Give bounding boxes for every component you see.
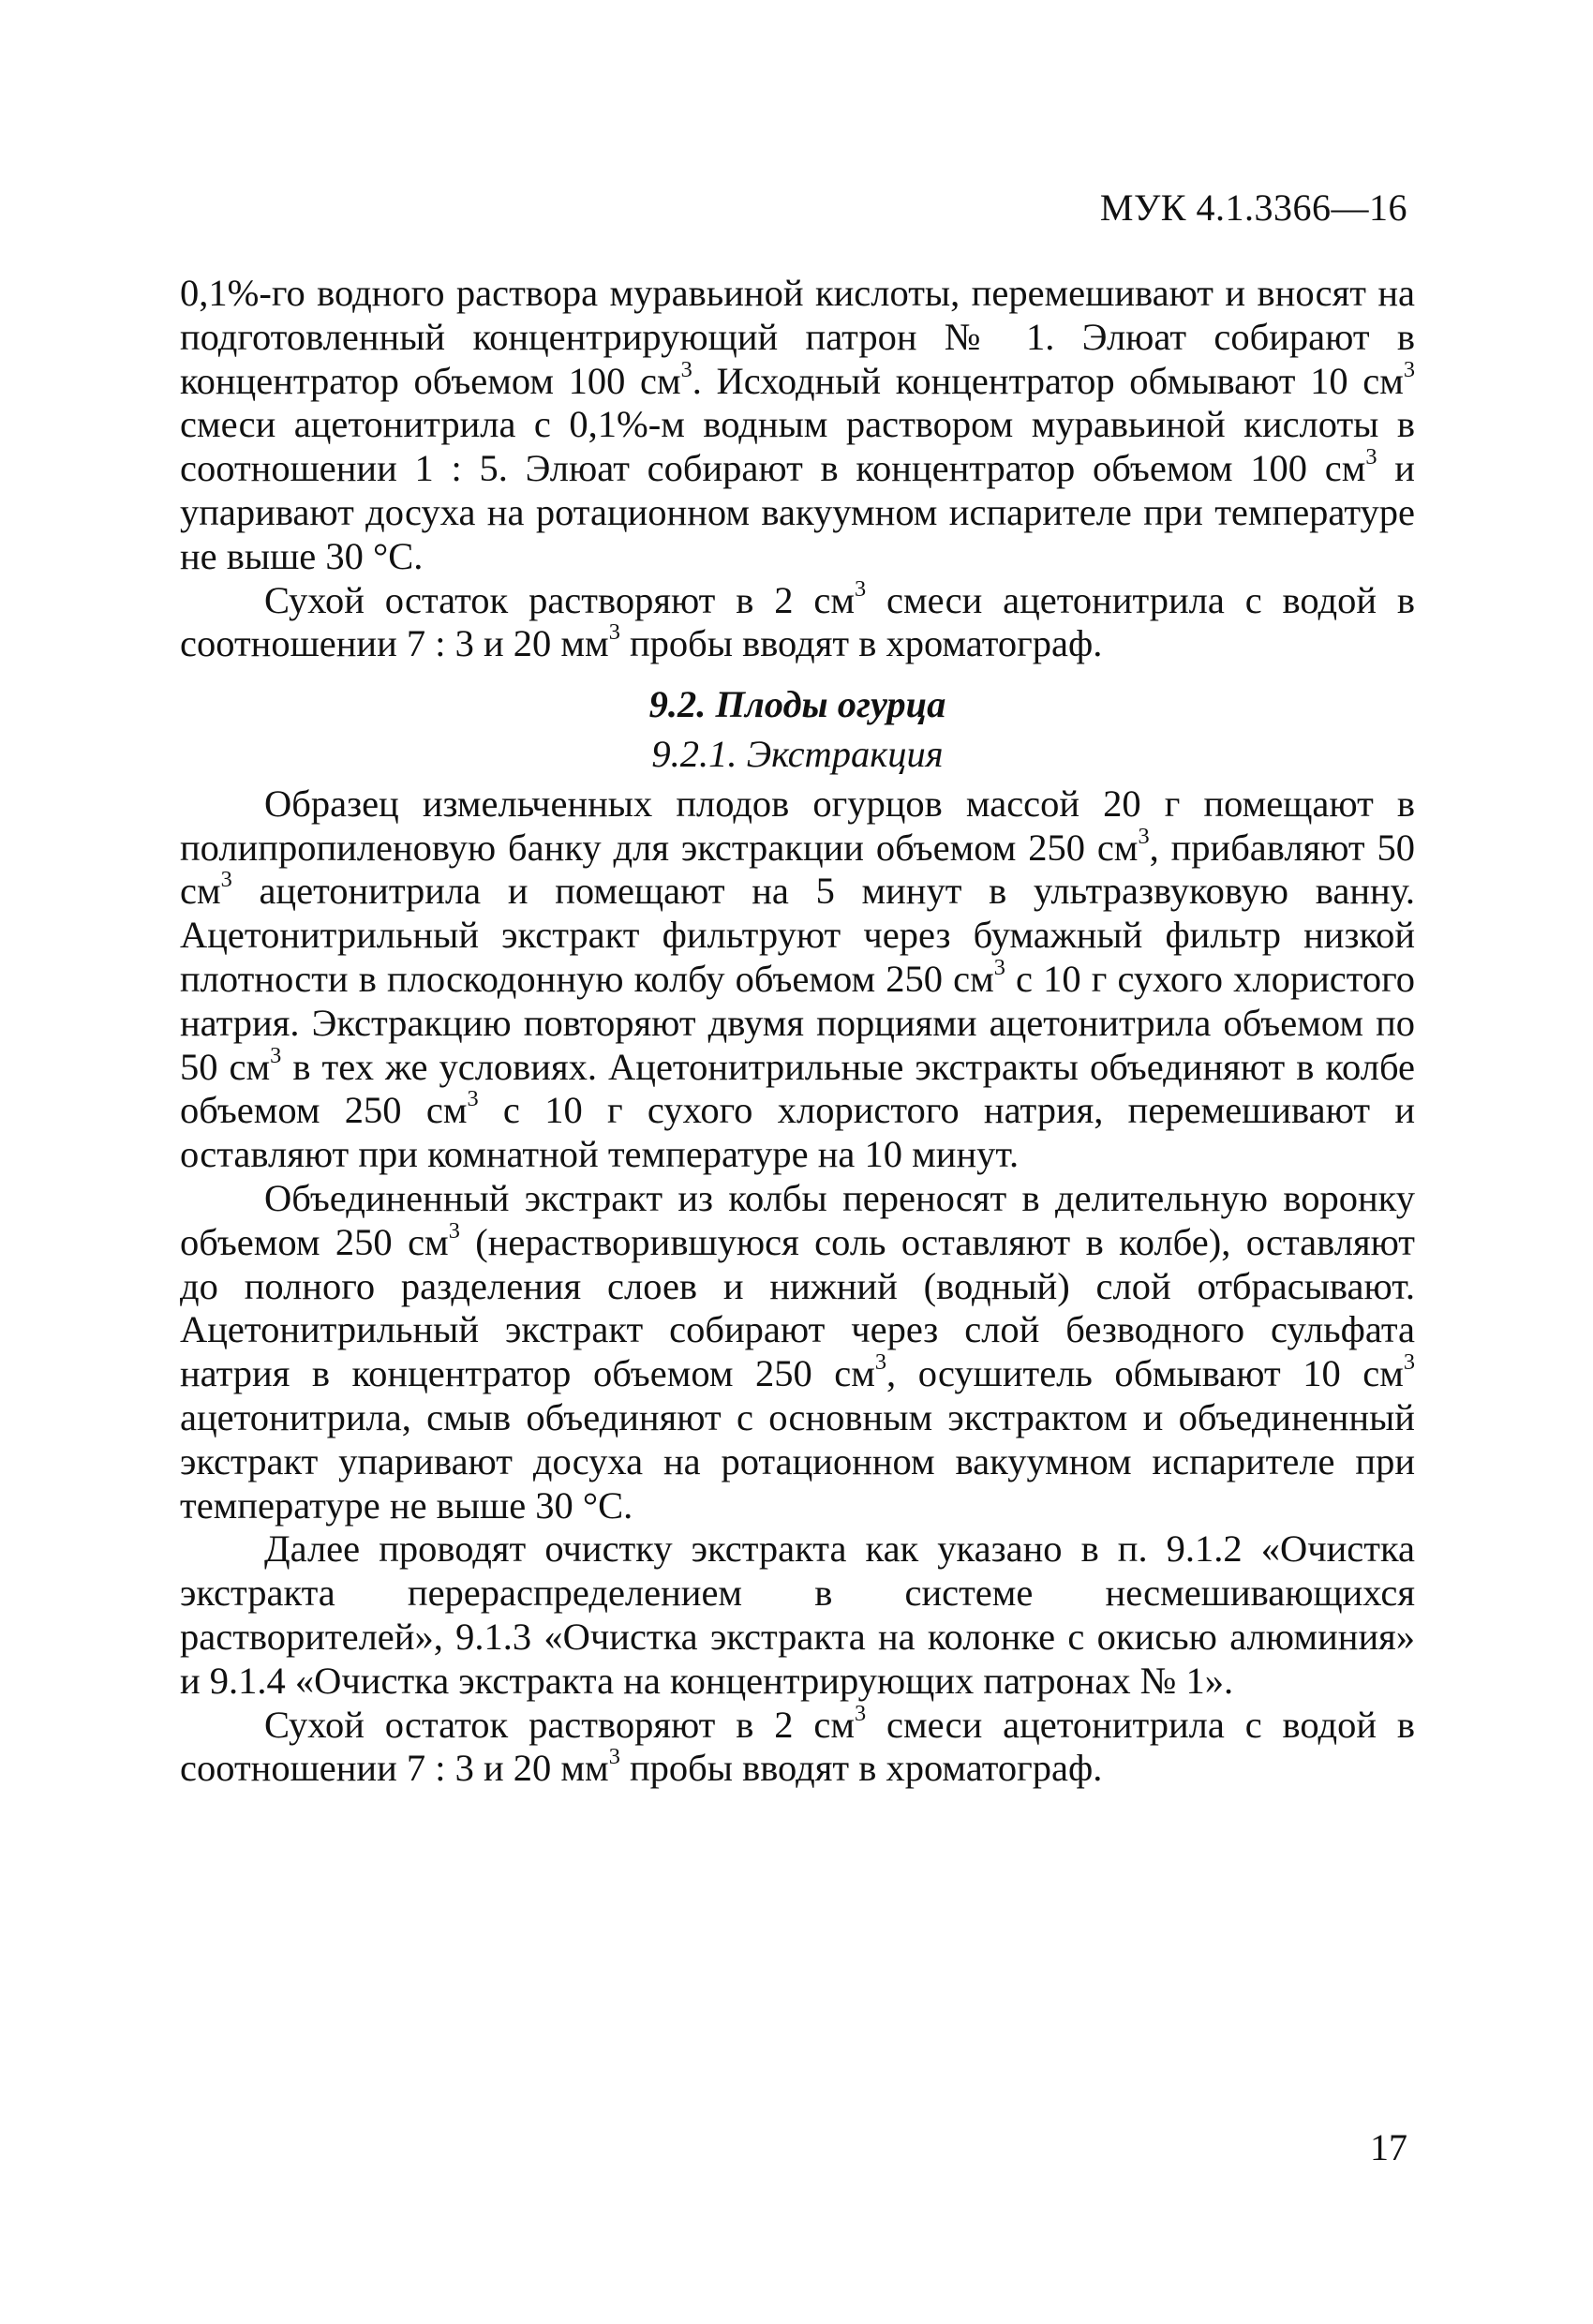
paragraph-continued: 0,1%-го водного раствора муравьиной кислоты, перемешивают и вносят на подготовленный концентрирующий патрон № 1. Элюат собирают в концентратор объемом 100 $см^3$. Исходный концентратор обмывают 10 $см^3$ смеси ацетонитрила с 0,1%-м водным раствором муравьиной кислоты в соотношении 1 : 5. Элюат собирают в концентратор объемом 100 $см^3$ и упаривают досуха на ротационном вакуумном испарителе при температуре не выше 30 °С.	[180, 272, 1415, 577]
paragraph-extraction: Образец измельченных плодов огурцов массой 20 г помещают в полипропиленовую банку для экстракции объемом 250 $см^3$, прибавляют 50 $см^3$ ацетонитрила и помещают на 5 минут в ультразвуковую ванну. Ацетонитрильный экстракт фильтруют через бумажный фильтр низкой плотности в плоскодонную колбу объемом 250 $см^3$ с 10 г сухого хлористого натрия. Экстракцию повторяют двумя порциями ацетонитрила объемом по 50 $см^3$ в тех же условиях. Ацетонитрильные экстракты объединяют в колбе объемом 250 $см^3$ с 10 г сухого хлористого натрия, перемешивают и оставляют при комнатной температуре на 10 минут.	[180, 782, 1416, 1176]
paragraph-dry-residue-2: Сухой остаток растворяют в 2 $см^3$ смеси ацетонитрила с водой в соотношении 7 : 3 и 20 $мм^3$ пробы вводят в хроматограф.	[180, 1700, 1415, 1790]
section-heading: 9.2. Плоды огурца	[648, 683, 946, 726]
document-code-header: МУК 4.1.3366—16	[1099, 186, 1407, 229]
paragraph-dry-residue-1: Сухой остаток растворяют в 2 $см^3$ смеси ацетонитрила с водой в соотношении 7 : 3 и 20 $мм^3$ пробы вводят в хроматограф.	[180, 575, 1415, 665]
page-body	[180, 272, 1415, 1791]
paragraph-cleanup: Далее проводят очистку экстракта как указано в п. 9.1.2 «Очистка экстракта перераспределением в системе несмешивающихся растворителей», 9.1.3 «Очистка экстракта на колонке с окисью алюминия» и 9.1.4 «Очистка экстракта на концентрирующих патронах № 1».	[180, 1527, 1415, 1702]
paragraph-combined-extract: Объединенный экстракт из колбы переносят в делительную воронку объемом 250 $см^3$ (нерастворившуюся соль оставляют в колбе), оставляют до полного разделения слоев и нижний (водный) слой отбрасывают. Ацетонитрильный экстракт собирают через слой безводного сульфата натрия в концентратор объемом 250 $см^3$, осушитель обмывают 10 $см^3$ ацетонитрила, смыв объединяют с основным экстрактом и объединенный экстракт упаривают досуха на ротационном вакуумном испарителе при температуре не выше 30 °С.	[180, 1176, 1416, 1527]
page-number: 17	[1370, 2126, 1407, 2168]
subsection-heading: 9.2.1. Экстракция	[651, 732, 944, 775]
